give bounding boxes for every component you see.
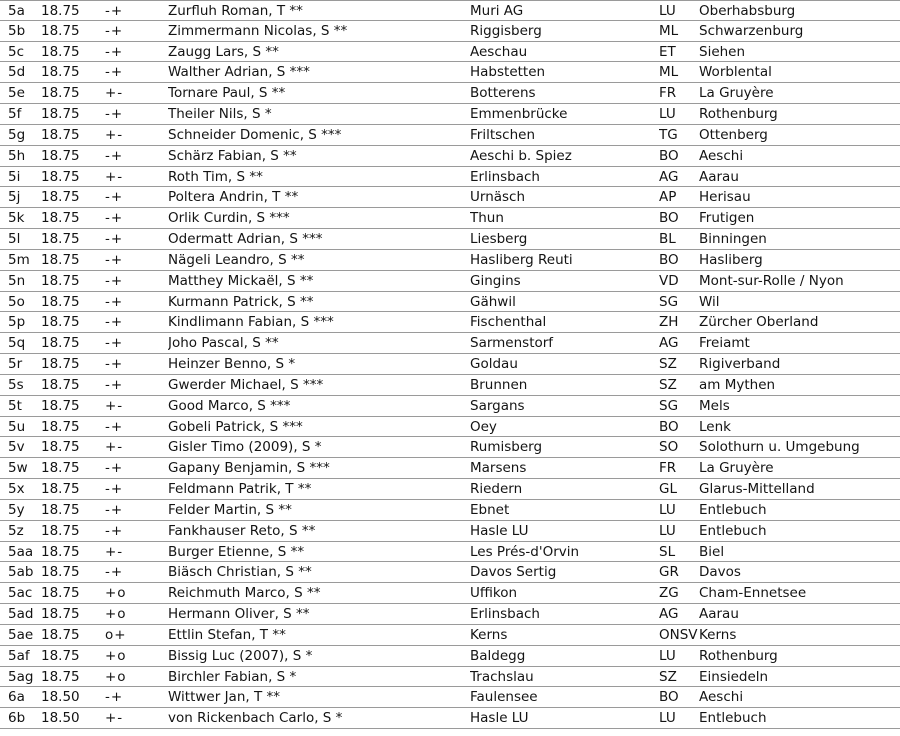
rank-cell: 5x: [8, 481, 25, 498]
rank-cell: 5t: [8, 397, 22, 414]
rank-cell: 5af: [8, 647, 30, 664]
place-cell: Brunnen: [470, 376, 528, 393]
result-cell: -+: [105, 231, 124, 248]
place-cell: Uffikon: [470, 585, 518, 602]
canton-cell: BO: [659, 147, 679, 164]
table-row: [0, 375, 900, 396]
table-row: [0, 646, 900, 667]
points-cell: 18.75: [41, 356, 80, 373]
name-cell: Theiler Nils, S *: [168, 106, 272, 123]
table-row: [0, 104, 900, 125]
result-cell: -+: [105, 522, 124, 539]
points-cell: 18.75: [41, 168, 80, 185]
rank-cell: 6b: [8, 710, 26, 727]
points-cell: 18.75: [41, 43, 80, 60]
rank-cell: 5o: [8, 293, 25, 310]
place-cell: Hasle LU: [470, 710, 529, 727]
points-cell: 18.75: [41, 251, 80, 268]
table-row: [0, 42, 900, 63]
points-cell: 18.75: [41, 376, 80, 393]
result-cell: -+: [105, 43, 124, 60]
rank-cell: 5g: [8, 126, 26, 143]
club-cell: Zürcher Oberland: [699, 314, 819, 331]
table-row: [0, 667, 900, 688]
canton-cell: LU: [659, 3, 676, 19]
table-row: [0, 500, 900, 521]
canton-cell: BO: [659, 210, 679, 227]
rank-cell: 5v: [8, 439, 25, 456]
table-row: [0, 521, 900, 542]
club-cell: Wil: [699, 293, 720, 310]
name-cell: Poltera Andrin, T **: [168, 189, 299, 206]
place-cell: Goldau: [470, 356, 518, 373]
place-cell: Hasle LU: [470, 522, 529, 539]
name-cell: Kurmann Patrick, S **: [168, 293, 314, 310]
club-cell: Lenk: [699, 418, 731, 435]
points-cell: 18.75: [41, 481, 80, 498]
table-row: [0, 250, 900, 271]
table-row: [0, 479, 900, 500]
table-row: [0, 458, 900, 479]
rank-cell: 5l: [8, 231, 21, 248]
table-row: [0, 0, 900, 21]
points-cell: 18.75: [41, 501, 80, 518]
points-cell: 18.75: [41, 147, 80, 164]
canton-cell: LU: [659, 501, 676, 518]
result-cell: -+: [105, 460, 124, 477]
club-cell: Solothurn u. Umgebung: [699, 439, 860, 456]
name-cell: Felder Martin, S **: [168, 501, 292, 518]
name-cell: Kindlimann Fabian, S ***: [168, 314, 334, 331]
canton-cell: LU: [659, 710, 676, 727]
club-cell: am Mythen: [699, 376, 776, 393]
club-cell: Aarau: [699, 606, 739, 623]
canton-cell: ML: [659, 22, 679, 39]
club-cell: Glarus-Mittelland: [699, 481, 815, 498]
name-cell: Gapany Benjamin, S ***: [168, 460, 330, 477]
canton-cell: LU: [659, 522, 676, 539]
result-cell: -+: [105, 64, 124, 81]
result-cell: +o: [105, 585, 127, 602]
result-cell: -+: [105, 210, 124, 227]
name-cell: Odermatt Adrian, S ***: [168, 231, 323, 248]
canton-cell: ET: [659, 43, 676, 60]
rank-cell: 5c: [8, 43, 25, 60]
canton-cell: ZG: [659, 585, 679, 602]
name-cell: Reichmuth Marco, S **: [168, 585, 321, 602]
rank-cell: 5y: [8, 501, 25, 518]
table-row: [0, 687, 900, 708]
result-cell: -+: [105, 501, 124, 518]
name-cell: Hermann Oliver, S **: [168, 606, 310, 623]
place-cell: Ebnet: [470, 501, 510, 518]
name-cell: Zimmermann Nicolas, S **: [168, 22, 348, 39]
club-cell: Aarau: [699, 168, 739, 185]
points-cell: 18.75: [41, 189, 80, 206]
rank-cell: 5f: [8, 106, 22, 123]
club-cell: Schwarzenburg: [699, 22, 804, 39]
rank-cell: 5p: [8, 314, 26, 331]
place-cell: Gähwil: [470, 293, 516, 310]
points-cell: 18.75: [41, 543, 80, 560]
canton-cell: FR: [659, 85, 677, 102]
club-cell: La Gruyère: [699, 85, 774, 102]
place-cell: Fischenthal: [470, 314, 547, 331]
result-cell: +-: [105, 168, 124, 185]
club-cell: Worblental: [699, 64, 772, 81]
club-cell: Hasliberg: [699, 251, 763, 268]
club-cell: Ottenberg: [699, 126, 768, 143]
rank-cell: 5ab: [8, 564, 34, 581]
table-row: [0, 271, 900, 292]
place-cell: Gingins: [470, 272, 521, 289]
table-row: [0, 62, 900, 83]
points-cell: 18.75: [41, 397, 80, 414]
rank-cell: 5b: [8, 22, 26, 39]
place-cell: Erlinsbach: [470, 606, 540, 623]
club-cell: Davos: [699, 564, 741, 581]
result-cell: -+: [105, 106, 124, 123]
club-cell: Einsiedeln: [699, 668, 769, 685]
result-cell: +-: [105, 85, 124, 102]
canton-cell: ZH: [659, 314, 679, 331]
points-cell: 18.50: [41, 710, 80, 727]
name-cell: Nägeli Leandro, S **: [168, 251, 305, 268]
table-row: [0, 229, 900, 250]
canton-cell: SG: [659, 293, 679, 310]
place-cell: Urnäsch: [470, 189, 526, 206]
club-cell: Mont-sur-Rolle / Nyon: [699, 272, 844, 289]
table-row: [0, 708, 900, 729]
name-cell: Bissig Luc (2007), S *: [168, 647, 313, 664]
result-cell: -+: [105, 189, 124, 206]
points-cell: 18.75: [41, 314, 80, 331]
club-cell: La Gruyère: [699, 460, 774, 477]
result-cell: +-: [105, 397, 124, 414]
name-cell: Birchler Fabian, S *: [168, 668, 297, 685]
name-cell: Gisler Timo (2009), S *: [168, 439, 322, 456]
table-row: [0, 292, 900, 313]
club-cell: Rigiverband: [699, 356, 781, 373]
rank-cell: 5r: [8, 356, 23, 373]
canton-cell: VD: [659, 272, 679, 289]
rank-cell: 5aa: [8, 543, 34, 560]
club-cell: Aeschi: [699, 689, 744, 706]
name-cell: Burger Etienne, S **: [168, 543, 305, 560]
result-cell: -+: [105, 335, 124, 352]
club-cell: Rothenburg: [699, 106, 778, 123]
points-cell: 18.75: [41, 439, 80, 456]
club-cell: Frutigen: [699, 210, 755, 227]
place-cell: Faulensee: [470, 689, 538, 706]
place-cell: Kerns: [470, 626, 508, 643]
table-row: [0, 542, 900, 563]
place-cell: Riedern: [470, 481, 523, 498]
rank-cell: 5ad: [8, 606, 34, 623]
points-cell: 18.75: [41, 460, 80, 477]
canton-cell: AG: [659, 335, 679, 352]
rank-cell: 6a: [8, 689, 25, 706]
name-cell: Gwerder Michael, S ***: [168, 376, 324, 393]
canton-cell: SO: [659, 439, 679, 456]
rank-cell: 5ae: [8, 626, 34, 643]
result-cell: -+: [105, 3, 124, 19]
points-cell: 18.75: [41, 126, 80, 143]
result-cell: -+: [105, 564, 124, 581]
points-cell: 18.75: [41, 210, 80, 227]
canton-cell: GL: [659, 481, 677, 498]
rank-cell: 5u: [8, 418, 26, 435]
result-cell: +-: [105, 439, 124, 456]
canton-cell: SL: [659, 543, 676, 560]
canton-cell: LU: [659, 647, 676, 664]
points-cell: 18.75: [41, 231, 80, 248]
table-row: [0, 146, 900, 167]
table-row: [0, 208, 900, 229]
place-cell: Riggisberg: [470, 22, 542, 39]
club-cell: Entlebuch: [699, 501, 767, 518]
result-cell: -+: [105, 481, 124, 498]
table-row: [0, 187, 900, 208]
canton-cell: SG: [659, 397, 679, 414]
rank-cell: 5q: [8, 335, 26, 352]
table-row: [0, 354, 900, 375]
name-cell: Walther Adrian, S ***: [168, 64, 310, 81]
table-row: [0, 125, 900, 146]
rank-cell: 5d: [8, 64, 26, 81]
rank-cell: 5w: [8, 460, 28, 477]
place-cell: Botterens: [470, 85, 536, 102]
canton-cell: BO: [659, 418, 679, 435]
name-cell: Ettlin Stefan, T **: [168, 626, 286, 643]
points-cell: 18.75: [41, 626, 80, 643]
table-row: [0, 333, 900, 354]
table-row: [0, 312, 900, 333]
table-row: [0, 396, 900, 417]
rank-cell: 5h: [8, 147, 26, 164]
rank-cell: 5k: [8, 210, 25, 227]
club-cell: Freiamt: [699, 335, 750, 352]
canton-cell: LU: [659, 106, 676, 123]
name-cell: Roth Tim, S **: [168, 168, 263, 185]
place-cell: Baldegg: [470, 647, 526, 664]
name-cell: Good Marco, S ***: [168, 397, 291, 414]
name-cell: Zurfluh Roman, T **: [168, 3, 303, 19]
place-cell: Marsens: [470, 460, 527, 477]
name-cell: Gobeli Patrick, S ***: [168, 418, 303, 435]
points-cell: 18.50: [41, 689, 80, 706]
points-cell: 18.75: [41, 272, 80, 289]
club-cell: Binningen: [699, 231, 767, 248]
club-cell: Oberhabsburg: [699, 3, 796, 19]
rank-cell: 5z: [8, 522, 24, 539]
club-cell: Mels: [699, 397, 730, 414]
result-cell: -+: [105, 147, 124, 164]
place-cell: Sargans: [470, 397, 525, 414]
result-cell: +-: [105, 126, 124, 143]
canton-cell: ML: [659, 64, 679, 81]
table-row: [0, 604, 900, 625]
name-cell: Matthey Mickaël, S **: [168, 272, 314, 289]
canton-cell: AP: [659, 189, 677, 206]
place-cell: Friltschen: [470, 126, 536, 143]
result-cell: o+: [105, 626, 127, 643]
result-cell: -+: [105, 22, 124, 39]
name-cell: Schneider Domenic, S ***: [168, 126, 342, 143]
club-cell: Herisau: [699, 189, 751, 206]
name-cell: Wittwer Jan, T **: [168, 689, 281, 706]
club-cell: Aeschi: [699, 147, 744, 164]
place-cell: Sarmenstorf: [470, 335, 554, 352]
name-cell: von Rickenbach Carlo, S *: [168, 710, 343, 727]
canton-cell: GR: [659, 564, 679, 581]
points-cell: 18.75: [41, 106, 80, 123]
points-cell: 18.75: [41, 3, 80, 19]
table-row: [0, 83, 900, 104]
rank-cell: 5a: [8, 3, 25, 19]
name-cell: Zaugg Lars, S **: [168, 43, 279, 60]
canton-cell: SZ: [659, 376, 677, 393]
club-cell: Rothenburg: [699, 647, 778, 664]
name-cell: Joho Pascal, S **: [168, 335, 279, 352]
place-cell: Les Prés-d'Orvin: [470, 543, 580, 560]
club-cell: Biel: [699, 543, 725, 560]
result-cell: -+: [105, 293, 124, 310]
points-cell: 18.75: [41, 647, 80, 664]
canton-cell: BO: [659, 689, 679, 706]
place-cell: Erlinsbach: [470, 168, 540, 185]
canton-cell: TG: [659, 126, 678, 143]
points-cell: 18.75: [41, 522, 80, 539]
result-cell: -+: [105, 376, 124, 393]
name-cell: Feldmann Patrik, T **: [168, 481, 312, 498]
rank-cell: 5ac: [8, 585, 33, 602]
table-row: [0, 583, 900, 604]
rank-cell: 5i: [8, 168, 21, 185]
result-cell: +o: [105, 668, 127, 685]
points-cell: 18.75: [41, 668, 80, 685]
table-row: [0, 562, 900, 583]
result-cell: +-: [105, 543, 124, 560]
club-cell: Siehen: [699, 43, 746, 60]
result-cell: +o: [105, 647, 127, 664]
points-cell: 18.75: [41, 585, 80, 602]
place-cell: Habstetten: [470, 64, 546, 81]
place-cell: Thun: [470, 210, 504, 227]
place-cell: Aeschau: [470, 43, 528, 60]
rank-cell: 5e: [8, 85, 25, 102]
result-cell: -+: [105, 272, 124, 289]
place-cell: Aeschi b. Spiez: [470, 147, 572, 164]
points-cell: 18.75: [41, 85, 80, 102]
points-cell: 18.75: [41, 606, 80, 623]
result-cell: +o: [105, 606, 127, 623]
table-row: [0, 417, 900, 438]
canton-cell: FR: [659, 460, 677, 477]
result-cell: -+: [105, 689, 124, 706]
place-cell: Rumisberg: [470, 439, 543, 456]
club-cell: Entlebuch: [699, 522, 767, 539]
result-cell: +-: [105, 710, 124, 727]
result-cell: -+: [105, 251, 124, 268]
canton-cell: BL: [659, 231, 676, 248]
points-cell: 18.75: [41, 22, 80, 39]
club-cell: Entlebuch: [699, 710, 767, 727]
club-cell: Cham-Ennetsee: [699, 585, 807, 602]
name-cell: Biäsch Christian, S **: [168, 564, 312, 581]
place-cell: Emmenbrücke: [470, 106, 568, 123]
rank-cell: 5m: [8, 251, 30, 268]
points-cell: 18.75: [41, 418, 80, 435]
name-cell: Heinzer Benno, S *: [168, 356, 296, 373]
points-cell: 18.75: [41, 564, 80, 581]
table-row: [0, 167, 900, 188]
club-cell: Kerns: [699, 626, 737, 643]
name-cell: Fankhauser Reto, S **: [168, 522, 316, 539]
result-cell: -+: [105, 418, 124, 435]
name-cell: Tornare Paul, S **: [168, 85, 286, 102]
result-cell: -+: [105, 356, 124, 373]
rank-cell: 5j: [8, 189, 21, 206]
place-cell: Oey: [470, 418, 497, 435]
place-cell: Hasliberg Reuti: [470, 251, 573, 268]
name-cell: Orlik Curdin, S ***: [168, 210, 290, 227]
canton-cell: SZ: [659, 668, 677, 685]
result-cell: -+: [105, 314, 124, 331]
canton-cell: BO: [659, 251, 679, 268]
table-row: [0, 625, 900, 646]
table-row: [0, 21, 900, 42]
name-cell: Schärz Fabian, S **: [168, 147, 297, 164]
canton-cell: AG: [659, 606, 679, 623]
points-cell: 18.75: [41, 335, 80, 352]
canton-cell: ONSV: [659, 626, 698, 643]
canton-cell: AG: [659, 168, 679, 185]
place-cell: Trachslau: [470, 668, 534, 685]
place-cell: Muri AG: [470, 3, 524, 19]
table-row: [0, 437, 900, 458]
place-cell: Liesberg: [470, 231, 528, 248]
rank-cell: 5s: [8, 376, 24, 393]
canton-cell: SZ: [659, 356, 677, 373]
rank-cell: 5ag: [8, 668, 34, 685]
rank-cell: 5n: [8, 272, 26, 289]
points-cell: 18.75: [41, 64, 80, 81]
points-cell: 18.75: [41, 293, 80, 310]
place-cell: Davos Sertig: [470, 564, 557, 581]
